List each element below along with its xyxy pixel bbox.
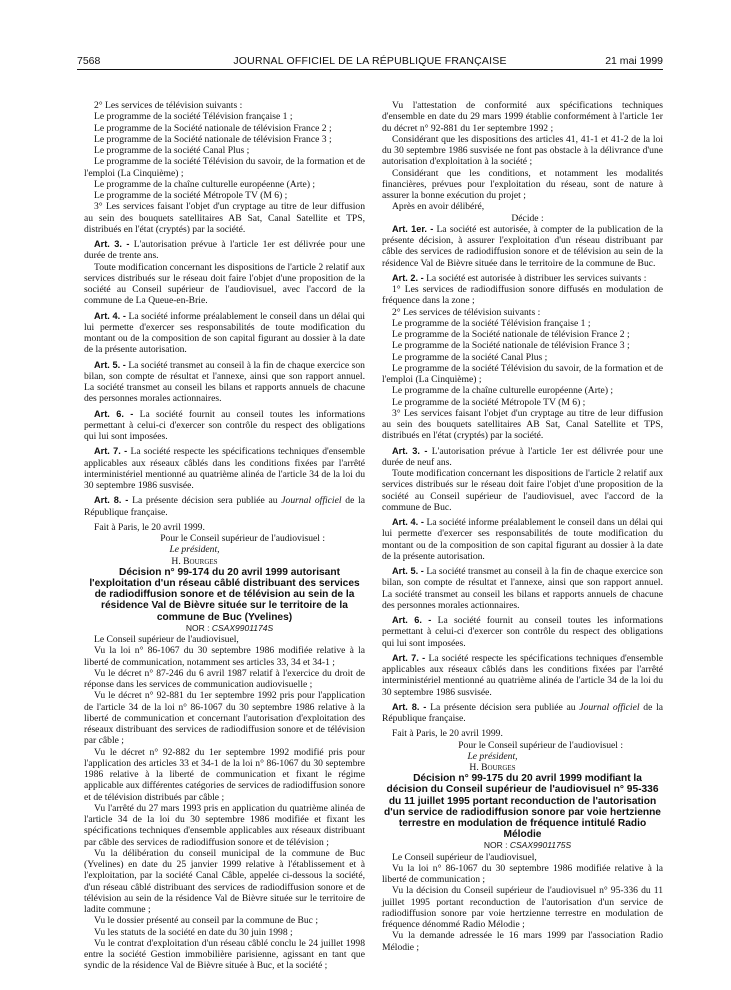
article-text: de la République française.: [382, 701, 663, 724]
article-8: [84, 495, 365, 518]
article-label: Art. 3. -: [392, 445, 428, 456]
signature-role: Le président,: [467, 750, 518, 762]
article-label: Art. 3. -: [94, 239, 130, 249]
article-1: [382, 224, 663, 269]
article-text: La société transmet au conseil à la fin de chaque exercice son bilan, son compte de résultat et l'annexe, ainsi que son rapport annuel. La société transmet au conseil les bilans et rapports annuels de chacune des personnes morales actionnaires.: [84, 359, 365, 405]
nor-code: CSAX9901175S: [509, 840, 572, 851]
article-text: La société fournit au conseil toutes les informations permettant à celui-ci d'exercer son contrôle du respect des obligations qui lui sont imposées.: [84, 408, 365, 442]
issue-date: 21 mai 1999: [605, 55, 663, 67]
deliberation-line: Après en avoir délibéré,: [392, 201, 485, 213]
article-3-modification: Toute modification concernant les dispositions de l'article 2 relatif aux services distribués sur le réseau doit faire l'objet d'une proposition de la société au Conseil supérieur de l'audiovisuel, avec l'accord de la commune de Buc.: [382, 468, 663, 513]
article-label: Art. 7. -: [94, 446, 128, 457]
visa-item: Vu la loi n° 86-1067 du 30 septembre 1986 modifiée relative à la liberté de communication ;: [382, 862, 663, 886]
encrypted-services: 3° Les services faisant l'objet d'un cryptage au titre de leur diffusion au sein des bouquets satellitaires AB Sat, Canal Satellite et TPS, distribués en l'état (cryptés) par la société.: [382, 407, 663, 442]
signature-name: H. Bourges: [171, 555, 218, 567]
journal-officiel-ref: Journal officiel: [579, 701, 640, 713]
visa-item: Vu le décret n° 92-882 du 1er septembre 1992 modifié pris pour l'application des articles 33 et 34-1 de la loi n° 86-1067 du 30 septembre 1986 relative à la liberté de communication et fixant le régime applicable aux différentes catégories de services de radiodiffusion sonore et de télévision distribués par câble ;: [84, 746, 365, 803]
signature-role: Le président,: [169, 544, 220, 556]
decide-heading: Décide :: [511, 212, 544, 224]
service-item: Le programme de la société Métropole TV (M 6) ;: [94, 190, 288, 201]
visa-item: Vu la décision du Conseil supérieur de l'audiovisuel n° 95-336 du 11 juillet 1995 portant reconduction de l'autorisation d'un service de radiodiffusion sonore par voie hertzienne terrestre en modulation de fréquence dénommé Radio Mélodie ;: [382, 885, 663, 931]
article-6: [382, 615, 663, 649]
decision-title: Décision n° 99-174 du 20 avril 1999 autorisant l'exploitation d'un réseau câblé distribuant des services de radiodiffusion sonore et de télévision au sein de la résidence Val de Bièvre située sur le territoire de la commune de Buc (Yvelines): [89, 566, 360, 623]
article-8: [382, 702, 663, 725]
service-item: Le programme de la Société nationale de télévision France 3 ;: [392, 340, 630, 352]
article-label: Art. 6. -: [94, 408, 134, 419]
service-item: Le programme de la Société nationale de télévision France 2 ;: [94, 122, 332, 134]
considering-item: Considérant que les conditions, et notamment les modalités financières, prévues pour l'exploitation du réseau, sont de nature à assurer la bonne exécution du projet ;: [382, 167, 663, 201]
article-label: Art. 4. -: [94, 310, 126, 321]
encrypted-services: 3° Les services faisant l'objet d'un cryptage au titre de leur diffusion au sein des bouquets satellitaires AB Sat, Canal Satellite et TPS, distribués en l'état (cryptés) par la société.: [84, 201, 365, 235]
visa-item: Vu le décret n° 92-881 du 1er septembre 1992 pris pour l'application de l'article 34 de la loi n° 86-1067 du 30 septembre 1986 relative à la liberté de communication et concernant l'autorisation d'exploitation des réseaux distribuant des services de radiodiffusion sonore et de télévision par câble ;: [84, 690, 365, 747]
article-4: [382, 517, 663, 562]
article-3: [382, 446, 663, 469]
article-label: Art. 8. -: [94, 495, 129, 506]
right-column: [382, 100, 663, 953]
visa-item: Vu la loi n° 86-1067 du 30 septembre 1986 modifiée relative à la liberté de communication, notamment ses articles 33, 34 et 34-1 ;: [84, 645, 365, 668]
article-label: Art. 2. -: [392, 272, 424, 283]
header-rule: [77, 69, 663, 70]
article-text: La présente décision sera publiée au: [430, 701, 576, 713]
decision-title: Décision n° 99-175 du 20 avril 1999 modifiant la décision du Conseil supérieur de l'audiovisuel n° 95-336 du 11 juillet 1995 portant reconduction de l'autorisation d'un service de radiodiffusion sonore par voie hertzienne terrestre en modulation de fréquence intitulé Radio Mélodie: [384, 773, 661, 841]
article-5: [382, 566, 663, 611]
article-label: Art. 5. -: [94, 359, 126, 370]
service-item: Le programme de la chaîne culturelle européenne (Arte) ;: [94, 178, 316, 190]
nor-reference: [84, 623, 365, 634]
service-item: Le programme de la chaîne culturelle européenne (Arte) ;: [392, 385, 614, 397]
article-text: La société fournit au conseil toutes les informations permettant à celui-ci d'exercer son contrôle du respect des obligations qui lui sont imposées.: [382, 615, 663, 649]
service-item: Le programme de la société Télévision du savoir, de la formation et de l'emploi (La Cinquième) ;: [84, 156, 365, 179]
radio-services: 1° Les services de radiodiffusion sonore diffusés en modulation de fréquence dans la zone ;: [382, 284, 663, 307]
article-text: L'autorisation prévue à l'article 1er est délivrée pour une durée de neuf ans.: [382, 445, 663, 468]
visa-item: Vu le dossier présenté au conseil par la commune de Buc ;: [94, 915, 319, 927]
council-intro: Le Conseil supérieur de l'audiovisuel,: [392, 851, 537, 863]
service-item: Le programme de la société Canal Plus ;: [392, 351, 548, 363]
nor-label: NOR :: [185, 622, 210, 633]
article-4: [84, 311, 365, 356]
left-column: [84, 100, 365, 972]
article-3: [84, 239, 365, 262]
services-title: 2° Les services de télévision suivants :: [392, 306, 541, 318]
article-3-modification: Toute modification concernant les dispositions de l'article 2 relatif aux services distribués sur le réseau doit faire l'objet d'une proposition de la société au Conseil supérieur de l'audiovisuel, avec l'accord de la commune de La Queue-en-Brie.: [84, 261, 365, 307]
visa-item: Vu la demande adressée le 16 mars 1999 par l'association Radio Mélodie ;: [382, 930, 663, 953]
article-6: [84, 409, 365, 443]
article-text: L'autorisation prévue à l'article 1er est délivrée pour une durée de trente ans.: [84, 239, 365, 262]
signature-for: Pour le Conseil supérieur de l'audiovisuel :: [160, 533, 325, 544]
article-text: La présente décision sera publiée au: [132, 495, 278, 507]
signature-for: Pour le Conseil supérieur de l'audiovisuel :: [458, 739, 623, 751]
signature-block: [382, 740, 663, 774]
done-at: Fait à Paris, le 20 avril 1999.: [392, 728, 503, 740]
nor-reference: [382, 840, 663, 851]
article-text: de la République française.: [84, 495, 365, 518]
article-text: La société transmet au conseil à la fin de chaque exercice son bilan, son compte de résultat et l'annexe, ainsi que son rapport annuel. La société transmet au conseil les bilans et rapports annuels de chacune des personnes morales actionnaires.: [382, 566, 663, 611]
article-2: [382, 273, 663, 284]
journal-title: JOURNAL OFFICIEL DE LA RÉPUBLIQUE FRANÇAISE: [233, 55, 507, 67]
visa-item: Vu l'arrêté du 27 mars 1993 pris en application du quatrième alinéa de l'article 34 de la loi du 30 septembre 1986 modifiée et fixant les spécifications techniques d'ensemble applicables aux réseaux distribuant par câble des services de radiodiffusion sonore et de télévision ;: [84, 802, 365, 848]
visa-item: Vu l'attestation de conformité aux spécifications techniques d'ensemble en date du 29 mars 1999 établie conformément à l'article 1er du décret n° 92-881 du 1er septembre 1992 ;: [382, 100, 663, 134]
article-label: Art. 8. -: [392, 701, 427, 712]
visa-item: Vu la délibération du conseil municipal de la commune de Buc (Yvelines) en date du 25 janvier 1999 relative à l'établissement et à l'exploitation, par la société Canal Câble, appelée ci-dessous la société, d'un réseau câblé distribuant des services de radiodiffusion sonore et de télévision au sein de la résidence Val de Bièvre située sur le territoire de ladite commune ;: [84, 847, 365, 916]
article-7: [84, 446, 365, 491]
article-7: [382, 653, 663, 698]
page-header: [77, 55, 663, 69]
visa-item: Vu les statuts de la société en date du 30 juin 1998 ;: [94, 926, 293, 938]
signature-block: [84, 533, 365, 567]
service-item: Le programme de la société Télévision française 1 ;: [392, 317, 591, 329]
page-number: 7568: [77, 55, 101, 67]
service-item: Le programme de la société Métropole TV (M 6) ;: [392, 396, 586, 408]
service-item: Le programme de la société Télévision du savoir, de la formation et de l'emploi (La Cinquième) ;: [382, 362, 663, 385]
nor-code: CSAX9901174S: [211, 622, 274, 633]
nor-label: NOR :: [483, 840, 508, 851]
article-label: Art. 1er. -: [392, 223, 434, 234]
signature-name: H. Bourges: [469, 762, 516, 773]
services-title: 2° Les services de télévision suivants :: [94, 100, 243, 111]
article-5: [84, 360, 365, 405]
service-item: Le programme de la société Canal Plus ;: [94, 145, 250, 156]
service-item: Le programme de la société Télévision française 1 ;: [94, 111, 293, 123]
service-item: Le programme de la Société nationale de télévision France 3 ;: [94, 133, 332, 145]
article-text: La société informe préalablement le conseil dans un délai qui lui permette d'exercer ses responsabilités de toute modification du montant ou de la composition de son capital figurant au dossier à la date de la présente autorisation.: [84, 310, 365, 356]
article-label: Art. 6. -: [392, 615, 432, 625]
article-label: Art. 4. -: [392, 517, 424, 527]
article-text: La société informe préalablement le conseil dans un délai qui lui permette d'exercer ses responsabilités de toute modification du montant ou de la composition de son capital figurant au dossier à la date de la présente autorisation.: [382, 517, 663, 562]
article-text: La société respecte les spécifications techniques d'ensemble applicables aux réseaux câblés dans les conditions fixées par l'arrêté interministériel mentionné au quatrième alinéa de l'article 34 de la loi du 30 septembre 1986 susvisée.: [84, 446, 365, 491]
considering-item: Considérant que les dispositions des articles 41, 41-1 et 41-2 de la loi du 30 septembre 1986 susvisée ne font pas obstacle à la délivrance d'une autorisation d'exploitation à la société ;: [382, 133, 663, 168]
article-text: La société est autorisée à distribuer les services suivants :: [426, 272, 647, 284]
article-label: Art. 5. -: [392, 566, 424, 576]
council-intro: Le Conseil supérieur de l'audiovisuel,: [94, 634, 239, 646]
visa-item: Vu le contrat d'exploitation d'un réseau câblé conclu le 24 juillet 1998 entre la société Gestion immobilière parisienne, agissant en tant que syndic de la résidence Val de Bièvre située à Buc, et la société ;: [84, 937, 365, 972]
journal-officiel-ref: Journal officiel: [281, 495, 342, 507]
article-text: La société est autorisée, à compter de la publication de la présente décision, à assurer l'exploitation d'un réseau distribuant par câble des services de radiodiffusion sonore et de télévision au sein de la résidence Val de Bièvre située dans le territoire de la commune de Buc.: [382, 223, 664, 269]
service-item: Le programme de la Société nationale de télévision France 2 ;: [392, 329, 630, 340]
visa-item: Vu le décret n° 87-246 du 6 avril 1987 relatif à l'exercice du droit de réponse dans les services de communication audiovisuelle ;: [84, 667, 365, 691]
done-at: Fait à Paris, le 20 avril 1999.: [94, 521, 205, 533]
article-label: Art. 7. -: [392, 652, 426, 663]
article-text: La société respecte les spécifications techniques d'ensemble applicables aux réseaux câblés dans les conditions fixées par l'arrêté interministériel mentionné au quatrième alinéa de l'article 34 de la loi du 30 septembre 1986 susvisée.: [382, 652, 663, 698]
